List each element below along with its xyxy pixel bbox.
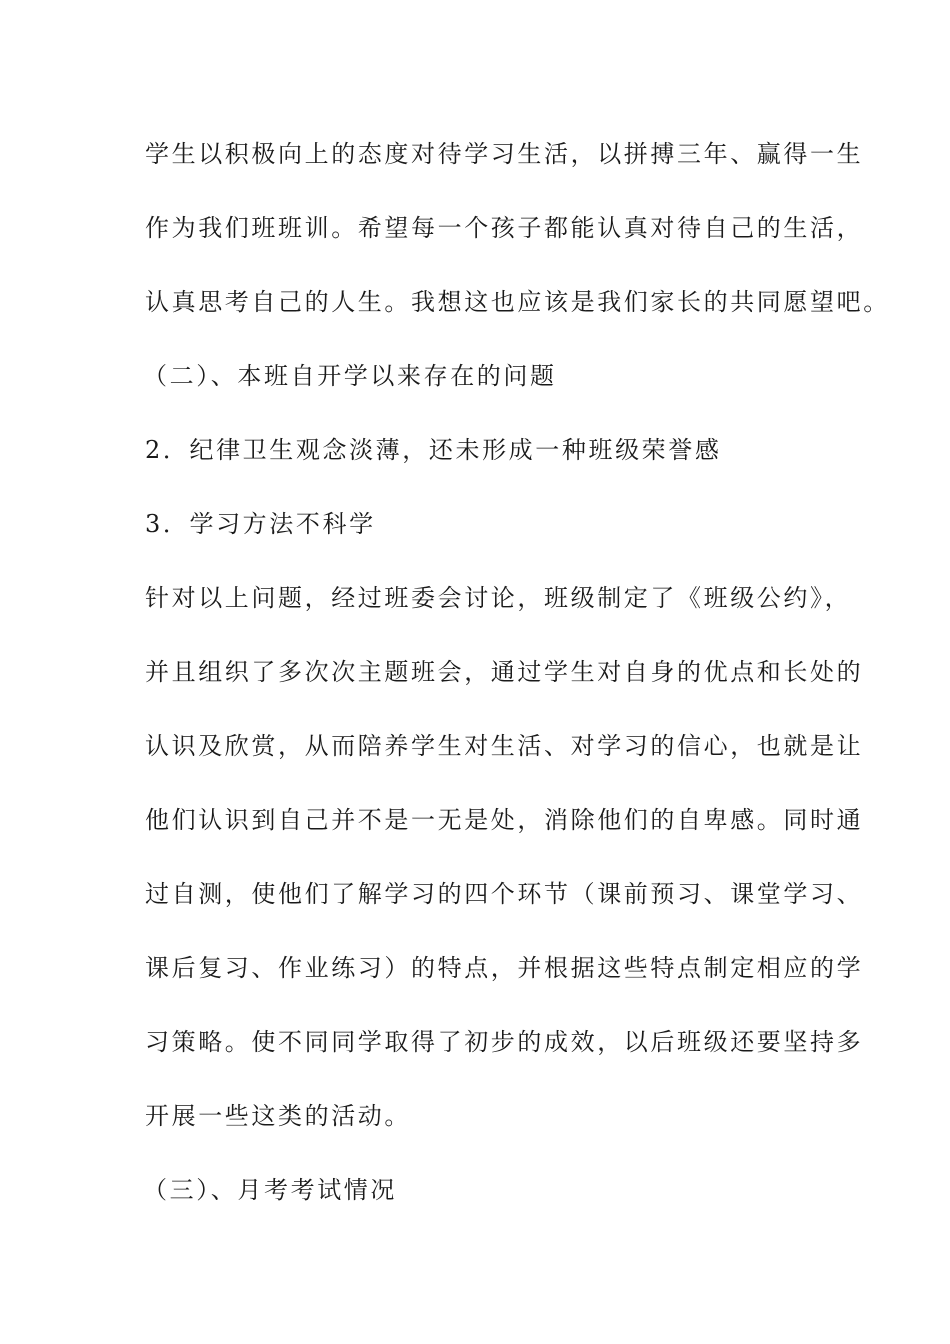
text-line: 习策略。使不同同学取得了初步的成效，以后班级还要坚持多 [145,1028,864,1056]
text-line: 作为我们班班训。希望每一个孩子都能认真对待自己的生活， [145,214,864,242]
text-line: 他们认识到自己并不是一无是处，消除他们的自卑感。同时通 [145,806,864,834]
text-line: 过自测，使他们了解学习的四个环节（课前预习、课堂学习、 [145,880,864,908]
list-item: 2．纪律卫生观念淡薄，还未形成一种班级荣誉感 [145,436,722,464]
text-line: 认识及欣赏，从而陪养学生对生活、对学习的信心，也就是让 [145,732,864,760]
section-heading: （二）、本班自开学以来存在的问题 [143,362,557,390]
text-line: 针对以上问题，经过班委会讨论，班级制定了《班级公约》， [145,584,852,612]
text-line: 学生以积极向上的态度对待学习生活，以拼搏三年、赢得一生 [145,140,864,168]
text-line: 开展一些这类的活动。 [145,1102,411,1130]
text-line: 认真思考自己的人生。我想这也应该是我们家长的共同愿望吧。 [145,288,890,316]
list-item: 3．学习方法不科学 [145,510,376,538]
text-line: 并且组织了多次次主题班会，通过学生对自身的优点和长处的 [145,658,864,686]
section-heading: （三）、月考考试情况 [143,1176,397,1204]
text-line: 课后复习、作业练习）的特点，并根据这些特点制定相应的学 [145,954,864,982]
